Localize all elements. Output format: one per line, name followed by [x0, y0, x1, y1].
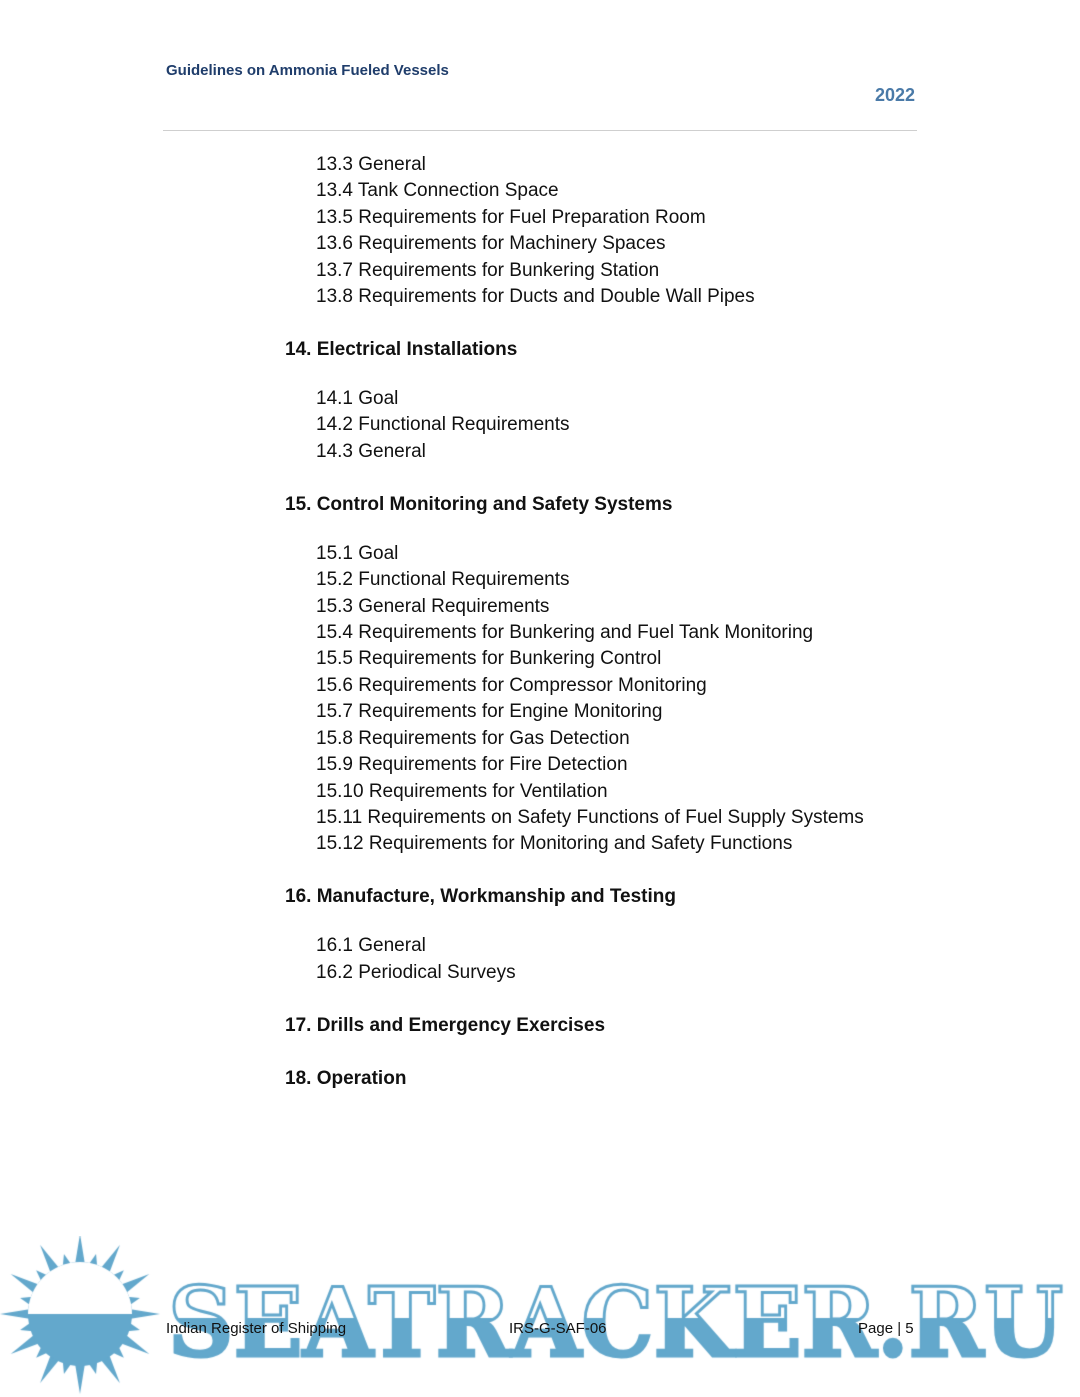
toc-subsection-item[interactable]: 15.2 Functional Requirements: [316, 569, 570, 591]
toc-subsection-item[interactable]: 15.1 Goal: [316, 542, 399, 564]
toc-section-heading[interactable]: 14. Electrical Installations: [285, 339, 518, 361]
toc-subsection-list: [285, 541, 985, 858]
header-divider: [163, 130, 917, 131]
toc-subsection-item[interactable]: 13.5 Requirements for Fuel Preparation Room: [316, 206, 706, 228]
toc-subsection-item[interactable]: 15.8 Requirements for Gas Detection: [316, 727, 630, 749]
watermark-logo: [0, 1236, 1080, 1396]
toc-subsection-item[interactable]: 13.4 Tank Connection Space: [316, 180, 559, 202]
toc-subsection-item[interactable]: 15.5 Requirements for Bunkering Control: [316, 648, 662, 670]
document-year: 2022: [874, 85, 915, 105]
table-of-contents: [285, 152, 985, 1115]
toc-section-heading[interactable]: 18. Operation: [285, 1067, 407, 1089]
toc-subsection-item[interactable]: 16.2 Periodical Surveys: [316, 961, 516, 983]
toc-subsection-item[interactable]: 16.1 General: [316, 935, 426, 957]
toc-subsection-item[interactable]: 15.10 Requirements for Ventilation: [316, 780, 608, 802]
toc-subsection-item[interactable]: 14.3 General: [316, 440, 426, 462]
toc-subsection-item[interactable]: 15.4 Requirements for Bunkering and Fuel Tank Monitoring: [316, 622, 814, 644]
toc-subsection-item[interactable]: 15.3 General Requirements: [316, 595, 550, 617]
toc-subsection-item[interactable]: 13.6 Requirements for Machinery Spaces: [316, 233, 666, 255]
document-title: Guidelines on Ammonia Fueled Vessels: [166, 62, 449, 79]
toc-subsection-list: [285, 386, 985, 465]
toc-subsection-item[interactable]: 13.8 Requirements for Ducts and Double Wall Pipes: [316, 286, 755, 308]
footer-document-code: IRS-G-SAF-06: [509, 1320, 607, 1337]
toc-subsection-item[interactable]: 13.7 Requirements for Bunkering Station: [316, 259, 660, 281]
toc-subsection-item[interactable]: 15.9 Requirements for Fire Detection: [316, 754, 628, 776]
toc-subsection-item[interactable]: 15.6 Requirements for Compressor Monitoring: [316, 674, 707, 696]
toc-section-heading[interactable]: 16. Manufacture, Workmanship and Testing: [285, 886, 676, 908]
toc-subsection-list: [285, 933, 985, 986]
toc-subsection-list: [285, 152, 985, 310]
toc-subsection-item[interactable]: 15.11 Requirements on Safety Functions of Fuel Supply Systems: [316, 806, 864, 828]
toc-subsection-item[interactable]: 15.12 Requirements for Monitoring and Safety Functions: [316, 833, 793, 855]
toc-section-heading[interactable]: 17. Drills and Emergency Exercises: [285, 1014, 606, 1036]
toc-section-heading[interactable]: 15. Control Monitoring and Safety Systems: [285, 493, 673, 515]
footer-page-number: Page | 5: [858, 1320, 914, 1337]
toc-subsection-item[interactable]: 13.3 General: [316, 154, 426, 175]
toc-subsection-item[interactable]: 14.1 Goal: [316, 388, 399, 410]
footer-organization: Indian Register of Shipping: [166, 1320, 347, 1337]
toc-subsection-item[interactable]: 15.7 Requirements for Engine Monitoring: [316, 701, 663, 723]
toc-subsection-item[interactable]: 14.2 Functional Requirements: [316, 414, 570, 436]
